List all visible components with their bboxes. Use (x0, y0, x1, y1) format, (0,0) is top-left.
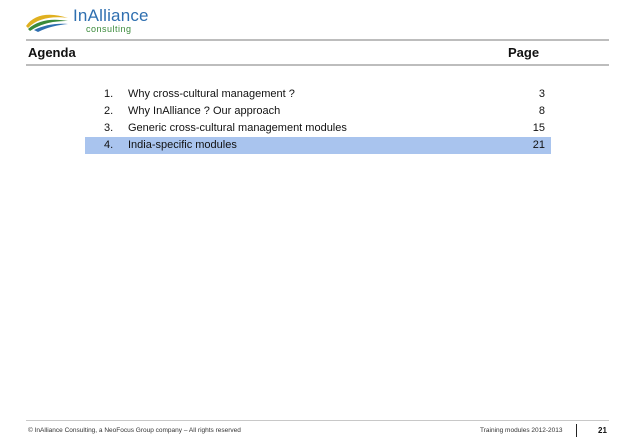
agenda-item-text: Generic cross-cultural management modules (128, 122, 347, 134)
agenda-item-page: 15 (532, 122, 545, 134)
agenda-item-4-current[interactable] (85, 137, 551, 154)
agenda-item-1[interactable] (85, 86, 551, 103)
agenda-item-text: Why cross-cultural management ? (128, 88, 295, 100)
header-divider-bottom (26, 64, 609, 66)
agenda-item-text: Why InAlliance ? Our approach (128, 105, 281, 117)
agenda-item-page: 3 (538, 88, 545, 100)
agenda-heading: Agenda (28, 45, 76, 60)
footer-separator (576, 424, 577, 437)
company-logo (24, 6, 154, 36)
footer-divider (26, 420, 609, 421)
logo-wordmark: InAlliance (73, 6, 149, 25)
agenda-item-3[interactable] (85, 120, 551, 137)
agenda-item-number: 3. (104, 122, 114, 134)
logo-tagline: consulting (86, 24, 132, 34)
agenda-list (85, 86, 551, 154)
page-number: 21 (598, 426, 607, 435)
agenda-item-number: 4. (104, 139, 114, 151)
training-label: Training modules 2012-2013 (480, 427, 563, 434)
agenda-item-number: 1. (104, 88, 114, 100)
agenda-item-page: 21 (532, 139, 545, 151)
page-heading: Page (508, 45, 540, 60)
agenda-item-2[interactable] (85, 103, 551, 120)
agenda-item-number: 2. (104, 105, 114, 117)
agenda-item-text: India-specific modules (128, 139, 237, 151)
swoosh-logo-icon (24, 8, 70, 32)
header-divider-top (26, 39, 609, 41)
copyright-text: © InAlliance Consulting, a NeoFocus Group company – All rights reserved (28, 427, 241, 434)
agenda-item-page: 8 (538, 105, 545, 117)
